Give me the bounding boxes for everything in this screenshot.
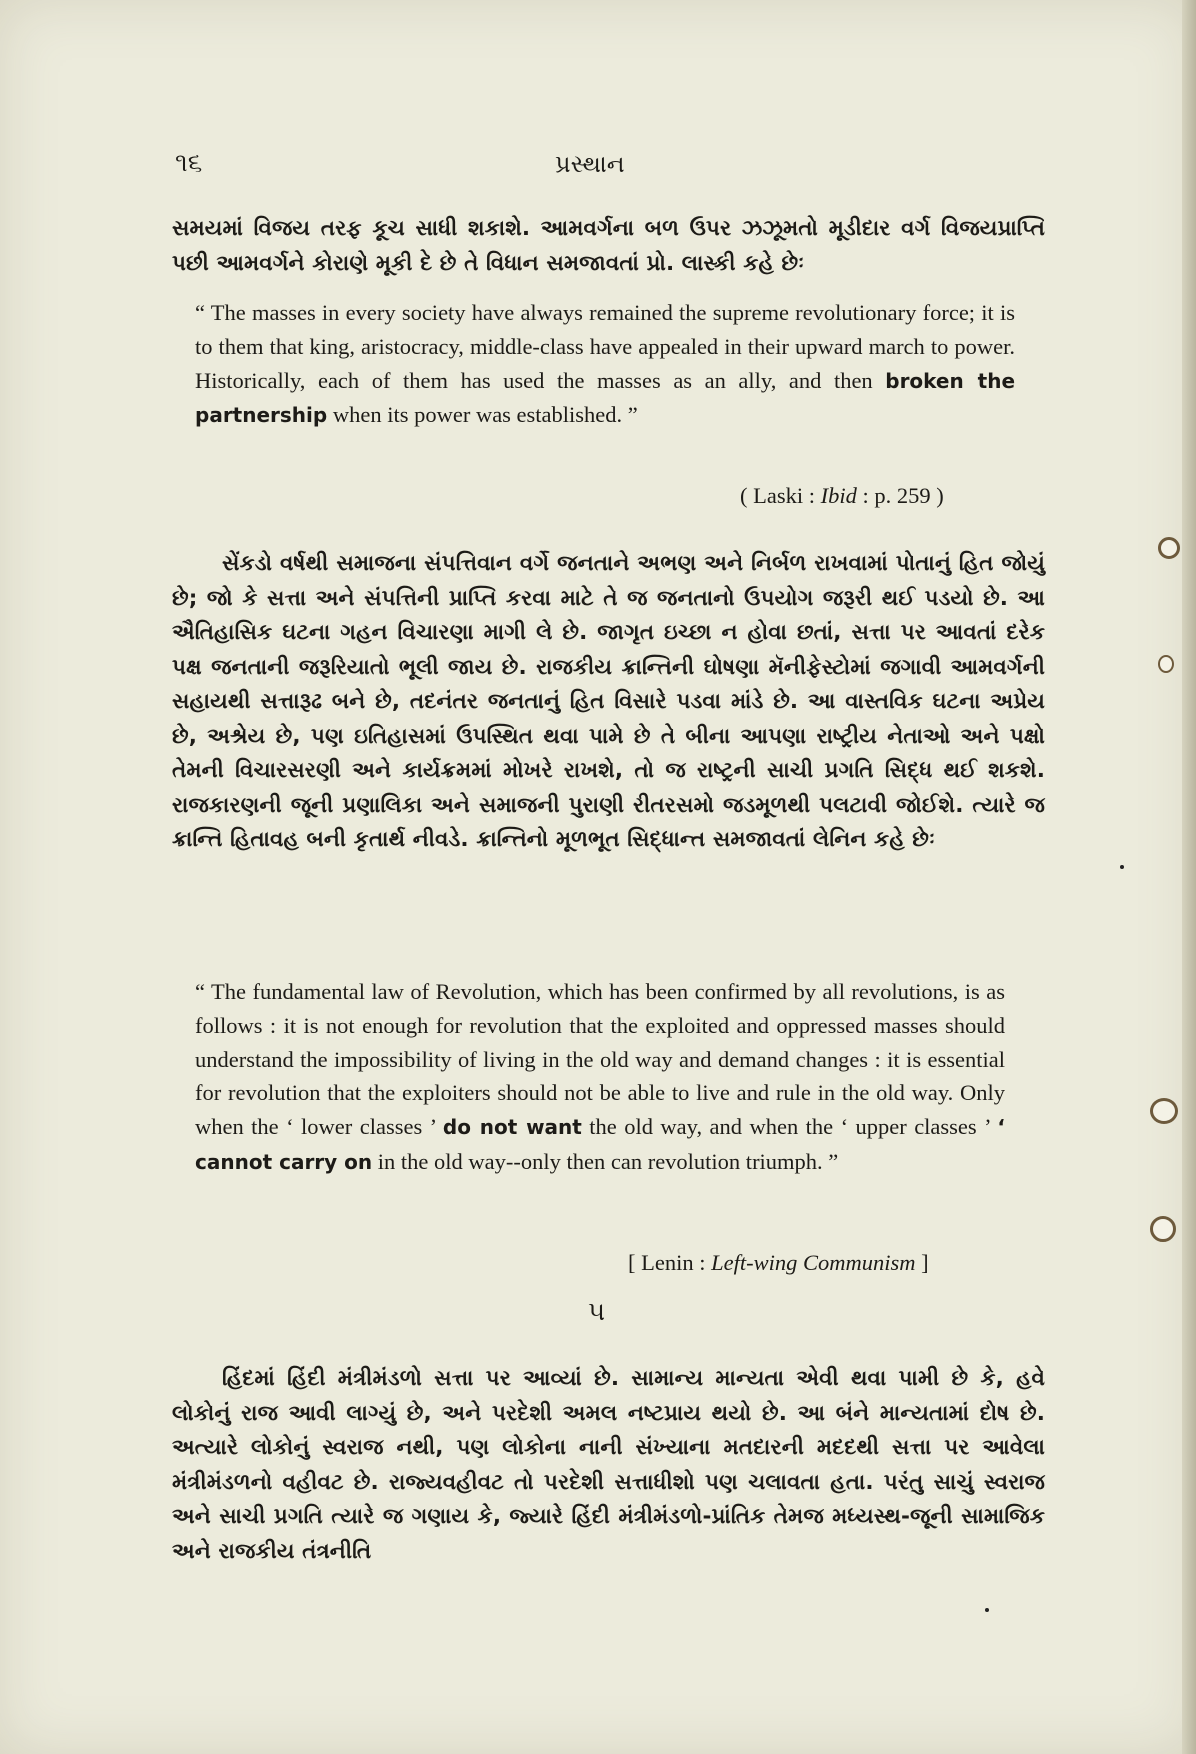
section5-paragraph-text: હિંદમાં હિંદી મંત્રીમંડળો સત્તા પર આવ્યાં છે. સામાન્ય માન્યતા એવી થવા પામી છે કે, હવે લોકોનું રાજ આવી લાગ્યું છે, અને પરદેશી અમલ નષ્ટપ્રાય થયો છે. આ બંને માન્યતામાં દોષ છે. અત્યારે લોકોનું સ્વરાજ નથી, પણ લોકોના નાની સંખ્યાના મતદારની મદદથી સત્તા પર આવેલા મંત્રીમંડળનો વહીવટ છે. રાજ્યવહીવટ તો પરદેશી સત્તાધીશો પણ ચલાવતા હતા. પરંતુ સાચું સ્વરાજ અને સાચી પ્રગતિ ત્યારે જ ગણાય કે, જ્યારે હિંદી મંત્રીમંડળો-પ્રાંતિક તેમજ મધ્યસ્થ-જૂની સામાજિક અને રાજકીય તંત્રનીતિ (172, 1366, 1045, 1564)
laski-quote-text: “ The masses in every society have always remained the supreme revolutionary force; it is to them that king, aristocracy, middle-class have appealed in their upward march to power. Historically, each of them has used the masses as an ally, and then (195, 300, 1015, 393)
lenin-quote-text: “ The fundamental law of Revolution, which has been confirmed by all revolutions, is as follows : it is not enough for revolution that the exploited and oppressed masses should understand the impossibility of living in the old way and demand changes : it is essential for revolution that the exploiters should not be able to live and rule in the old way. Only when the ‘ lower classes ’ (195, 979, 1005, 1140)
intro-paragraph (172, 212, 1045, 281)
laski-citation-prefix: ( Laski : (740, 483, 821, 508)
section5-paragraph (172, 1362, 1045, 1569)
lenin-citation-prefix: [ Lenin : (628, 1250, 712, 1275)
lenin-citation (628, 1250, 929, 1276)
intro-paragraph-text: સમયમાં વિજય તરફ કૂચ સાધી શકાશે. આમવર્ગના બળ ઉપર ઝઝૂમતો મૂડીદાર વર્ગ વિજયપ્રાપ્તિ પછી આમવર્ગને કોરાણે મૂકી દે છે તે વિધાન સમજાવતાં પ્રો. લાસ્કી કહે છેઃ (172, 216, 1045, 276)
laski-citation-title: Ibid (820, 483, 857, 508)
punch-hole-icon (1150, 1098, 1178, 1124)
main-paragraph-text: સેંકડો વર્ષથી સમાજના સંપત્તિવાન વર્ગે જનતાને અભણ અને નિર્બળ રાખવામાં પોતાનું હિત જોયું છે; જો કે સત્તા અને સંપત્તિની પ્રાપ્તિ કરવા માટે તે જ જનતાનો ઉપયોગ જરૂરી થઈ પડયો છે. આ ઐતિહાસિક ઘટના ગહન વિચારણા માગી લે છે. જાગૃત ઇચ્છા ન હોવા છતાં, સત્તા પર આવતાં દરેક પક્ષ જનતાની જરૂરિયાતો ભૂલી જાય છે. રાજકીય ક્રાન્તિની ઘોષણા મૅનીફેસ્ટોમાં જગાવી આમવર્ગની સહાયથી સત્તારૂઢ બને છે, તદનંતર જનતાનું હિત વિસારે પડવા માંડે છે. આ વાસ્તવિક ઘટના અપ્રેય છે, અશ્રેય છે, પણ ઇતિહાસમાં ઉપસ્થિત થવા પામે છે તે બીના આપણા રાષ્ટ્રીય નેતાઓ અને પક્ષો તેમની વિચારસરણી અને કાર્યક્રમમાં મોખરે રાખશે, તો જ રાષ્ટ્રની સાચી પ્રગતિ સિદ્ધ થઈ શકશે. રાજકારણની જૂની પ્રણાલિકા અને સમાજની પુરાણી રીતરસમો જડમૂળથી પલટાવી જોઈશે. ત્યારે જ ક્રાન્તિ હિતાવહ બની કૃતાર્થ નીવડે. ક્રાન્તિનો મૂળભૂત સિદ્ધાન્ત સમજાવતાં લેનિન કહે છેઃ (172, 551, 1045, 852)
laski-citation (740, 483, 944, 509)
lenin-citation-title: Left-wing Communism (711, 1250, 916, 1275)
laski-citation-page: : p. 259 ) (856, 483, 944, 508)
punch-hole-icon (1158, 655, 1174, 673)
lenin-quote-text-3: in the old way--only then can revolution triumph. ” (372, 1148, 839, 1174)
punch-hole-icon (1150, 1216, 1176, 1242)
running-title: પ્રસ્થાન (555, 150, 625, 178)
lenin-quote-bold-2: ‘ cannot carry on (195, 1115, 1005, 1174)
lenin-citation-suffix: ] (915, 1250, 929, 1275)
page-number: ૧૬ (175, 148, 203, 178)
ink-speck (985, 1608, 989, 1612)
laski-quote-bold: broken the partnership (195, 368, 1016, 428)
lenin-quote-text-2: the old way, and when the ‘ upper classes ’ (581, 1114, 998, 1140)
punch-hole-icon (1158, 537, 1180, 559)
main-paragraph (172, 547, 1045, 858)
laski-quote-tail: when its power was established. ” (327, 402, 638, 428)
lenin-quote-bold-1: do not want (442, 1115, 582, 1140)
section-number: ૫ (588, 1297, 606, 1327)
lenin-quote (195, 975, 1005, 1180)
ink-speck (1120, 865, 1124, 869)
laski-quote (195, 296, 1015, 433)
page-edge (1182, 0, 1196, 1754)
page-header (175, 148, 1045, 188)
